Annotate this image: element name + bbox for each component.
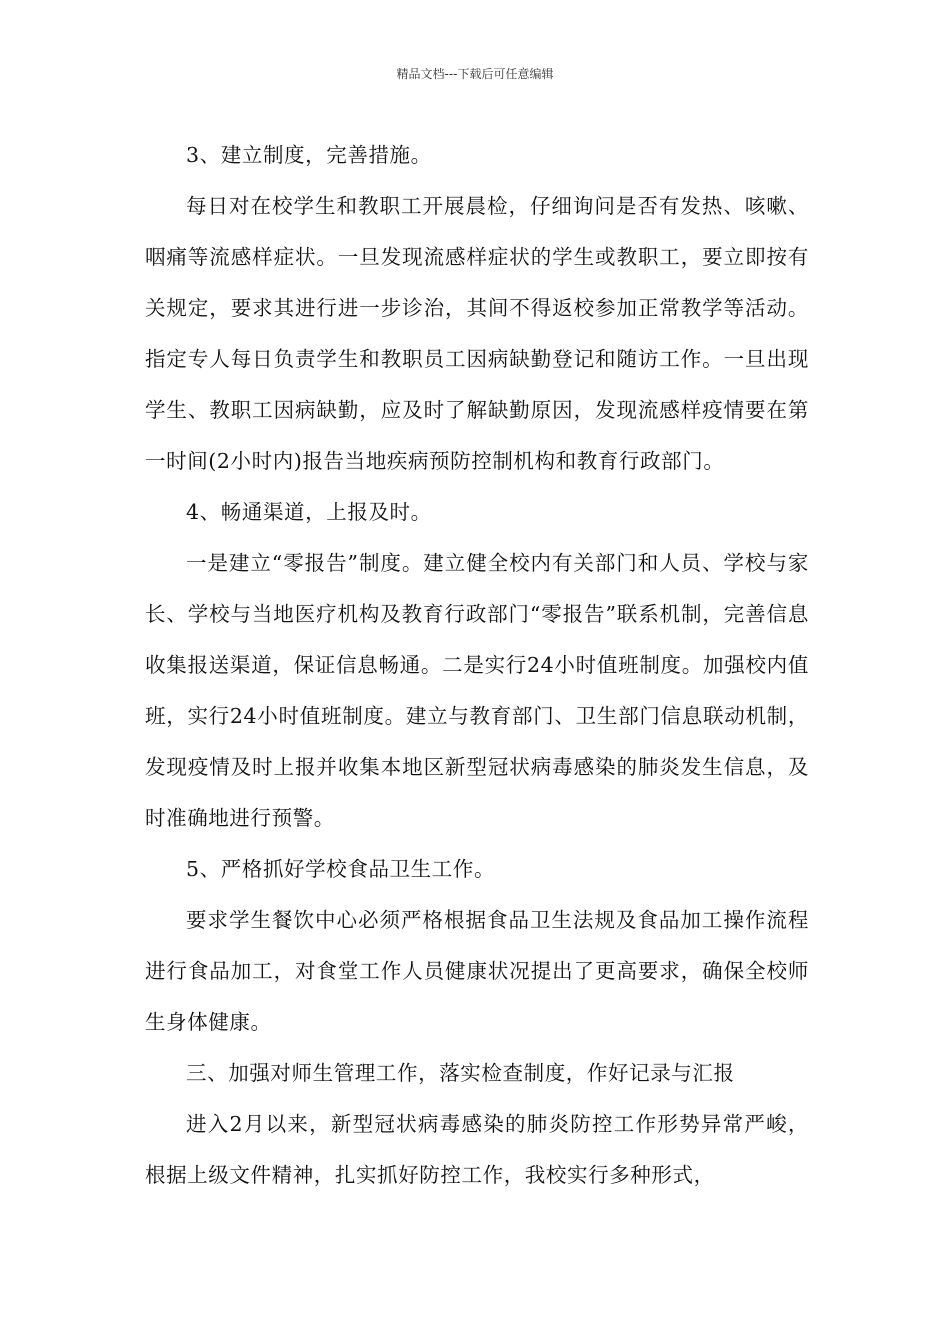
section-heading-3: 3、建立制度，完善措施。	[186, 143, 432, 167]
page-header: 精品文档---下载后可任意编辑	[396, 67, 554, 81]
section-heading-5: 5、严格抓好学校食品卫生工作。	[186, 857, 496, 881]
paragraph-february: 进入2月以来，新型冠状病毒感染的肺炎防控工作形势异常严峻，根据上级文件精神，扎实抓好防控工作，我校实行多种形式，	[145, 1112, 809, 1187]
section-heading-three: 三、加强对师生管理工作，落实检查制度，作好记录与汇报	[186, 1061, 735, 1085]
paragraph-food-hygiene: 要求学生餐饮中心必须严格根据食品卫生法规及食品加工操作流程进行食品加工，对食堂工作人员健康状况提出了更高要求，确保全校师生身体健康。	[145, 908, 809, 1034]
document-body	[145, 130, 809, 1201]
paragraph-zero-report: 一是建立“零报告”制度。建立健全校内有关部门和人员、学校与家长、学校与当地医疗机构及教育行政部门“零报告”联系机制，完善信息收集报送渠道，保证信息畅通。二是实行24小时值班制度。加强校内值班，实行24小时值班制度。建立与教育部门、卫生部门信息联动机制，发现疫情及时上报并收集本地区新型冠状病毒感染的肺炎发生信息，及时准确地进行预警。	[145, 551, 809, 830]
paragraph-morning-check: 每日对在校学生和教职工开展晨检，仔细询问是否有发热、咳嗽、咽痛等流感样症状。一旦发现流感样症状的学生或教职工，要立即按有关规定，要求其进行进一步诊治，其间不得返校参加正常教学等活动。指定专人每日负责学生和教职员工因病缺勤登记和随访工作。一旦出现学生、教职工因病缺勤，应及时了解缺勤原因，发现流感样疫情要在第一时间(2小时内)报告当地疾病预防控制机构和教育行政部门。	[145, 194, 809, 473]
section-heading-4: 4、畅通渠道，上报及时。	[186, 500, 432, 524]
